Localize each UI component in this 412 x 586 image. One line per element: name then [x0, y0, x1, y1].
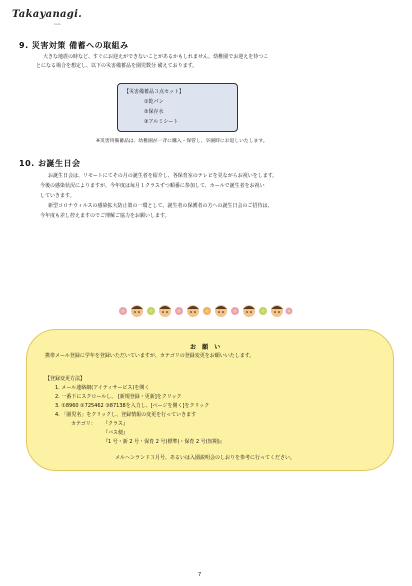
flower-icon [231, 307, 239, 315]
category-item: 『バス便』 [103, 430, 129, 436]
child-face-icon [271, 305, 283, 317]
child-face-icon [131, 305, 143, 317]
child-face-icon [243, 305, 255, 317]
flower-icon [175, 307, 183, 315]
stockpile-box-title: 【災害備蓄品３点セット】 [124, 89, 185, 95]
logo-subtext: nurs [54, 22, 61, 26]
section-10-line: していきます。 [40, 193, 75, 199]
section-9-heading: 9. 災害対策 備蓄への取組み [19, 41, 129, 50]
method-step: 3. ①8960 ②725462 ③87138を入力し、[ページを開く]をクリック [55, 403, 210, 409]
child-face-icon [187, 305, 199, 317]
section-10-line: 今年度も差し控えますのでご理解ご協力をお願いします。 [40, 213, 170, 219]
section-10-line: 新型コロナウィルスの感染拡大防止策の一環として、誕生者の保護者の方への誕生日会のご招待は、 [48, 203, 273, 209]
flower-icon [119, 307, 127, 315]
section-10-line: 今後の感染状況によりますが、今年度は毎月１クラスずつ順番に参加して、ホールで誕生者をお祝い [40, 183, 265, 189]
method-step: 2. 一番下にスクロールし、 [新規登録・更新]をクリック [55, 394, 182, 400]
category-item: 『1 号・新 2 号・保育 2 号(標準)・保育 2 号(短期)』 [103, 439, 225, 445]
method-heading: 【登録変更方法】 [45, 376, 86, 382]
child-face-icon [159, 305, 171, 317]
school-logo: Takayanagi. [12, 9, 82, 20]
page-number: 7 [198, 572, 202, 578]
section-9-line: 大きな地震の時など、すぐにお迎えができないことがあるかもしれません。幼稚園でお迎えを待つこ [43, 54, 269, 60]
stockpile-item: ②保存水 [144, 109, 164, 115]
category-label: カテゴリ： [71, 421, 96, 427]
flower-icon [147, 307, 155, 315]
notice-box [26, 329, 394, 471]
notice-footer: メルヘンランド３月号、あるいは入園説明会のしおりを参考に行ってください。 [115, 455, 296, 461]
stockpile-item: ①乾パン [144, 99, 164, 105]
decorative-flower-border [117, 301, 293, 321]
stockpile-box [117, 83, 238, 132]
stockpile-note: ※災害用備蓄品は、幼稚園が一斉に購入・保管し、卒園時にお返しいたします。 [96, 139, 268, 144]
method-step: 4. 「園児名」をクリックし、登録情報の変更を行っていきます [55, 412, 197, 418]
flower-icon [259, 307, 267, 315]
notice-intro: 携帯メール登録に学年を登録いただいていますが、カテゴリの登録変更をお願いいたします。 [45, 353, 255, 359]
child-face-icon [215, 305, 227, 317]
section-9-line: とになる場合を想定し、以下の災害備蓄品を園児数分 備えております。 [36, 63, 198, 69]
flower-icon [286, 308, 293, 315]
flower-icon [203, 307, 211, 315]
method-step: 1. メール連絡網(アイティサービス)を開く [55, 385, 150, 391]
notice-title: お 願 い [190, 344, 223, 351]
category-item: 『クラス』 [103, 421, 128, 427]
section-10-heading: 10. お誕生日会 [19, 159, 81, 168]
stockpile-item: ③アルミシート [144, 119, 179, 125]
section-10-line: お誕生日会は、リモートにてその月の誕生者を紹介し、各保育室のテレビを見ながらお祝いをします。 [48, 173, 278, 179]
